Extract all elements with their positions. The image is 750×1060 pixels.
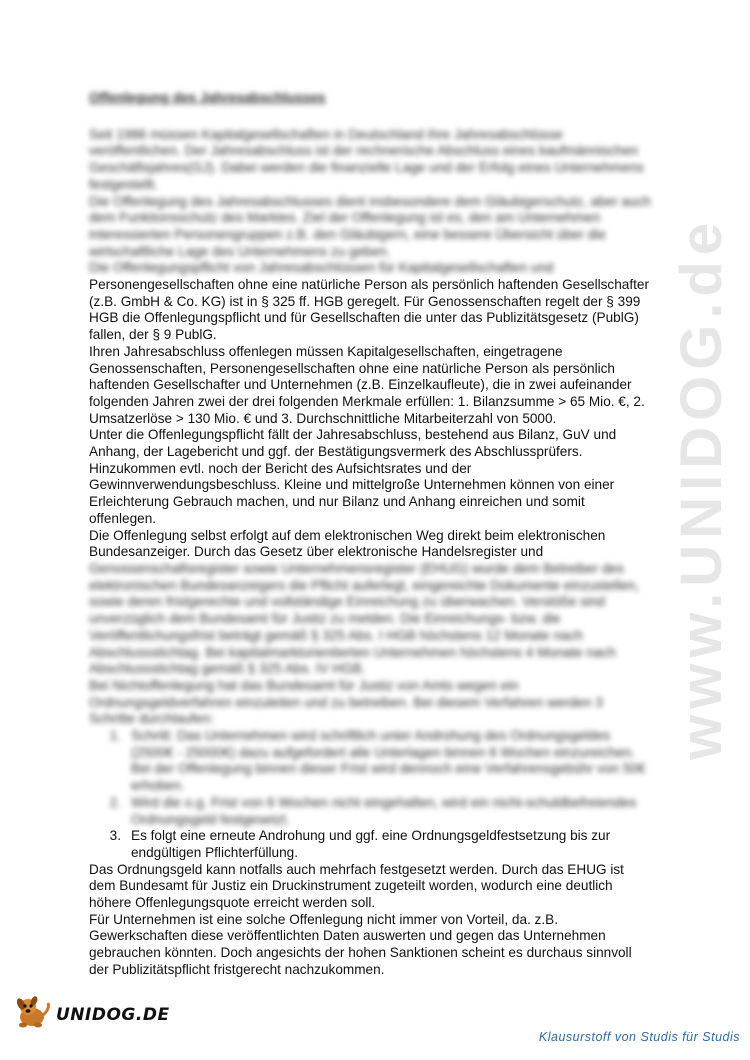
- text-line: endgültigen Pflichterfüllung.: [131, 844, 299, 860]
- step-text: [131, 795, 654, 828]
- footer-tagline: Klausurstoff von Studis für Studis: [538, 1030, 740, 1044]
- blurred-bottom-section: [89, 561, 654, 728]
- text-line: Ordnungsgeldverfahren einzuleiten und zu betreiben. Bei diesem Verfahren werden 3: [89, 694, 603, 710]
- step-number: 2.: [109, 794, 121, 810]
- text-line: Die Offenlegung des Jahresabschlusses dient insbesondere dem Gläubigerschutz, aber auch: [89, 193, 651, 209]
- text-line: fallen, der § 9 PublG.: [89, 327, 217, 343]
- text-line: Unter die Offenlegungspflicht fällt der Jahresabschluss, bestehend aus Bilanz, GuV und: [89, 427, 617, 443]
- logo-text: UNIDOG.DE: [56, 1004, 170, 1025]
- footer-logo[interactable]: [12, 995, 170, 1034]
- text-line: der Publizitätspflicht fristgerecht nachzukommen.: [89, 961, 385, 977]
- step-text: [131, 828, 654, 861]
- list-item: [89, 728, 654, 795]
- text-line: gebrauchen könnten. Doch angesichts der hohen Sanktionen scheint es durchaus sinnvoll: [89, 945, 632, 961]
- text-line: dem Bundesamt für Justiz ein Druckinstrument zugeteilt worden, wodurch eine deutlich: [89, 878, 613, 894]
- text-line: höhere Offenlegungsquote erreicht werden soll.: [89, 895, 376, 911]
- text-line: Gewerkschaften diese veröffentlichten Daten auswerten und gegen das Unternehmen: [89, 928, 606, 944]
- clear-end-section: [89, 862, 654, 979]
- document-title: Offenlegung des Jahresabschlusses: [89, 90, 326, 105]
- text-line: Veröffentlichungsfrist beträgt gemäß § 325 Abs. I HGB höchstens 12 Monate nach: [89, 627, 583, 643]
- text-line: Ordnungsgeld festgesetzt.: [131, 811, 290, 827]
- text-line: Bei Nichtoffenlegung hat das Bundesamt für Justiz von Amts wegen ein: [89, 677, 519, 693]
- text-line: wirtschaftliche Lage des Unternehmens zu geben.: [89, 243, 391, 259]
- list-item: [89, 828, 654, 861]
- text-line: Genossenschaftsregister sowie Unternehmensregister (EHUG) wurde dem Betreiber des: [89, 560, 624, 576]
- text-line: Wird die o.g. Frist von 6 Wochen nicht eingehalten, wird ein nicht-schuldbefreiendes: [131, 794, 637, 810]
- step-number: 3.: [109, 828, 121, 844]
- clear-middle-section: [89, 277, 654, 561]
- text-line: Ihren Jahresabschluss offenlegen müssen Kapitalgesellschaften, eingetragene: [89, 343, 563, 359]
- text-line: Es folgt eine erneute Androhung und ggf. eine Ordnungsgeldfestsetzung bis zur: [131, 828, 611, 844]
- text-line: elektronischen Bundesanzeigers die Pflicht auferlegt, eingereichte Dokumente einzustellen,: [89, 577, 640, 593]
- text-line: erhoben.: [131, 778, 185, 794]
- text-line: dem Funktionsschutz des Marktes. Ziel der Offenlegung ist es, den am Unternehmen: [89, 210, 601, 226]
- text-line: haftenden Gesellschafter und Unternehmen (z.B. Einzelkaufleute), die in zwei aufeinander: [89, 377, 632, 393]
- text-line: interessierten Personengruppen z.B. den Gläubigern, eine bessere Übersicht über die: [89, 226, 606, 242]
- step-text: [131, 728, 654, 795]
- text-line: Personengesellschaften ohne eine natürliche Person als persönlich haftenden Gesellschafter: [89, 277, 649, 293]
- text-line: Abschlussstichtag. Bei kapitalmarktorientierten Unternehmen höchstens 4 Monate nach: [89, 644, 616, 660]
- text-line: Genossenschaften, Personengesellschaften ohne eine natürliche Person als persönlich: [89, 360, 615, 376]
- text-line: folgenden Jahren zwei der drei folgenden Merkmale erfüllen: 1. Bilanzsumme > 65 Mio. €, 2.: [89, 393, 645, 409]
- text-line: HGB die Offenlegungspflicht und für Gesellschaften die unter das Publizitätsgesetz (PublG): [89, 310, 639, 326]
- text-line: sowie deren fristgerechte und vollständige Einreichung zu überwachen. Verstöße sind: [89, 594, 606, 610]
- text-line: Seit 1986 müssen Kapitalgesellschaften in Deutschland ihre Jahresabschlüsse: [89, 126, 563, 142]
- text-line: Das Ordnungsgeld kann notfalls auch mehrfach festgesetzt werden. Durch das EHUG ist: [89, 861, 624, 877]
- text-line: (2500€ - 25000€) dazu aufgefordert alle Unterlagen binnen 6 Wochen einzureichen.: [131, 744, 635, 760]
- text-line: Bundesanzeiger. Durch das Gesetz über elektronische Handelsregister und: [89, 544, 544, 560]
- text-line: Die Offenlegungspflicht von Jahresabschlüssen für Kapitalgesellschaften und: [89, 260, 554, 276]
- text-line: Die Offenlegung selbst erfolgt auf dem elektronischen Weg direkt beim elektronischen: [89, 527, 606, 543]
- text-line: Erleichterung Gebrauch machen, und nur Bilanz und Anhang einreichen und somit: [89, 494, 585, 510]
- text-line: Umsatzerlöse > 130 Mio. € und 3. Durchschnittliche Mitarbeiterzahl von 5000.: [89, 410, 557, 426]
- text-line: festgestellt.: [89, 176, 158, 192]
- text-line: Schritte durchlaufen:: [89, 711, 214, 727]
- text-line: Für Unternehmen ist eine solche Offenlegung nicht immer von Vorteil, da. z.B.: [89, 911, 558, 927]
- text-line: Hinzukommen evtl. noch der Bericht des Aufsichtsrates und der: [89, 460, 472, 476]
- document-body: [89, 90, 654, 979]
- procedure-steps-list: [89, 728, 654, 862]
- text-line: unverzüglich dem Bundesamt für Justiz zu melden. Die Einreichungs- bzw. die: [89, 611, 561, 627]
- text-line: offenlegen.: [89, 510, 157, 526]
- watermark: www.UNIDOG.de: [669, 216, 734, 760]
- dog-mascot-icon: [12, 995, 52, 1034]
- step-number: 1.: [109, 728, 121, 744]
- text-line: (z.B. GmbH & Co. KG) ist in § 325 ff. HGB geregelt. Für Genossenschaften regelt der § 399: [89, 293, 641, 309]
- text-line: Anhang, der Lagebericht und ggf. der Bestätigungsvermerk des Abschlussprüfers.: [89, 444, 583, 460]
- blurred-top-section: [89, 127, 654, 277]
- text-line: Bei der Offenlegung binnen dieser Frist wird dennoch eine Verfahrensgebühr von 50€: [131, 761, 646, 777]
- text-line: veröffentlichen. Der Jahresabschluss ist der rechnerische Abschluss eines kaufmännischen: [89, 143, 639, 159]
- text-line: Gewinnverwendungsbeschluss. Kleine und mittelgroße Unternehmen können von einer: [89, 477, 615, 493]
- list-item: [89, 795, 654, 828]
- text-line: Abschlussstichtag gemäß § 325 Abs. IV HGB.: [89, 661, 366, 677]
- text-line: Schritt: Das Unternehmen wird schriftlich unter Androhung des Ordnungsgeldes: [131, 728, 611, 744]
- text-line: Geschäftsjahres(GJ). Dabei werden die finanzielle Lage und der Erfolg eines Unternehmens: [89, 160, 644, 176]
